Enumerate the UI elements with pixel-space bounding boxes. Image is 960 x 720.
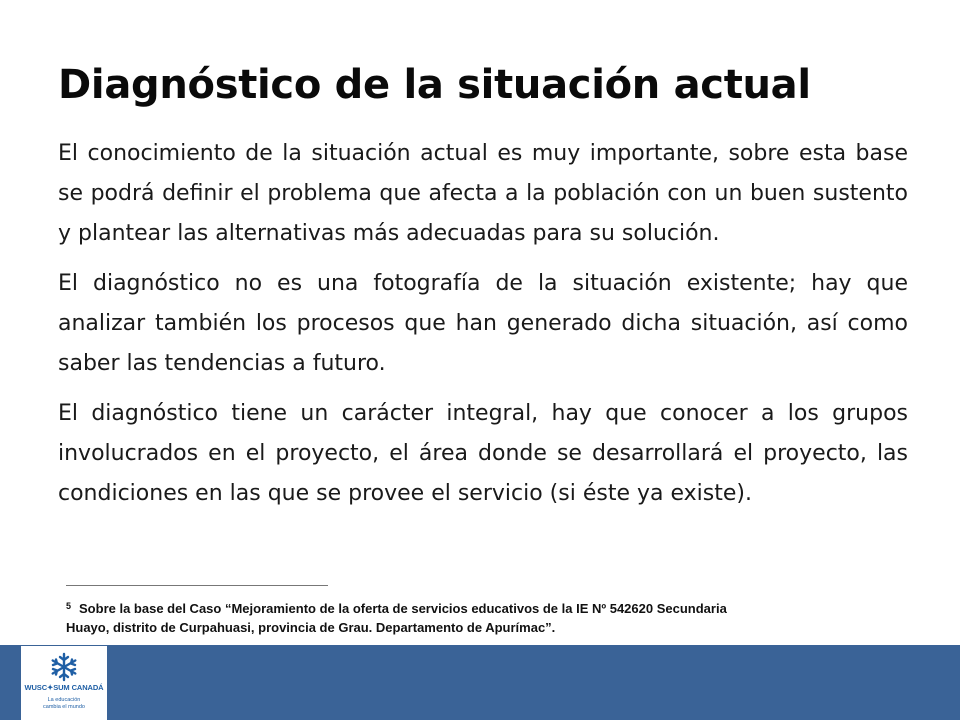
slide-title: Diagnóstico de la situación actual — [58, 62, 811, 108]
paragraph-3: El diagnóstico tiene un carácter integral, hay que conocer a los grupos involucrados en el proyecto, el área donde se desarrollará el proyecto, las condiciones en las que se provee el servicio (si éste ya existe). — [58, 401, 908, 506]
footnote-marker: 5 — [66, 601, 72, 611]
paragraph-2: El diagnóstico no es una fotografía de la situación existente; hay que analizar también los procesos que han generado dicha situación, así como saber las tendencias a futuro. — [58, 271, 908, 376]
logo-tagline-line1: La educación — [47, 697, 81, 703]
organization-logo — [21, 646, 107, 720]
footnote-divider — [66, 585, 328, 586]
paragraph-1: El conocimiento de la situación actual es muy importante, sobre esta base se podrá definir el problema que afecta a la población con un buen sustento y plantear las alternativas más adecuadas para su solución. — [58, 141, 908, 246]
snowflake-icon — [48, 652, 80, 682]
footnote-text: Sobre la base del Caso “Mejoramiento de la oferta de servicios educativos de la IE Nº 542620 Secundaria Huayo, distrito de Curpahuasi, provincia de Grau. Departamento de Apurímac”. — [66, 601, 727, 635]
logo-tagline-line2: cambia el mundo — [43, 704, 85, 710]
logo-tagline — [21, 697, 107, 711]
bottom-band — [0, 645, 960, 720]
slide-body — [58, 134, 908, 524]
footnote — [66, 597, 766, 637]
logo-name: WUSC✦SUM CANADÁ — [24, 683, 104, 692]
